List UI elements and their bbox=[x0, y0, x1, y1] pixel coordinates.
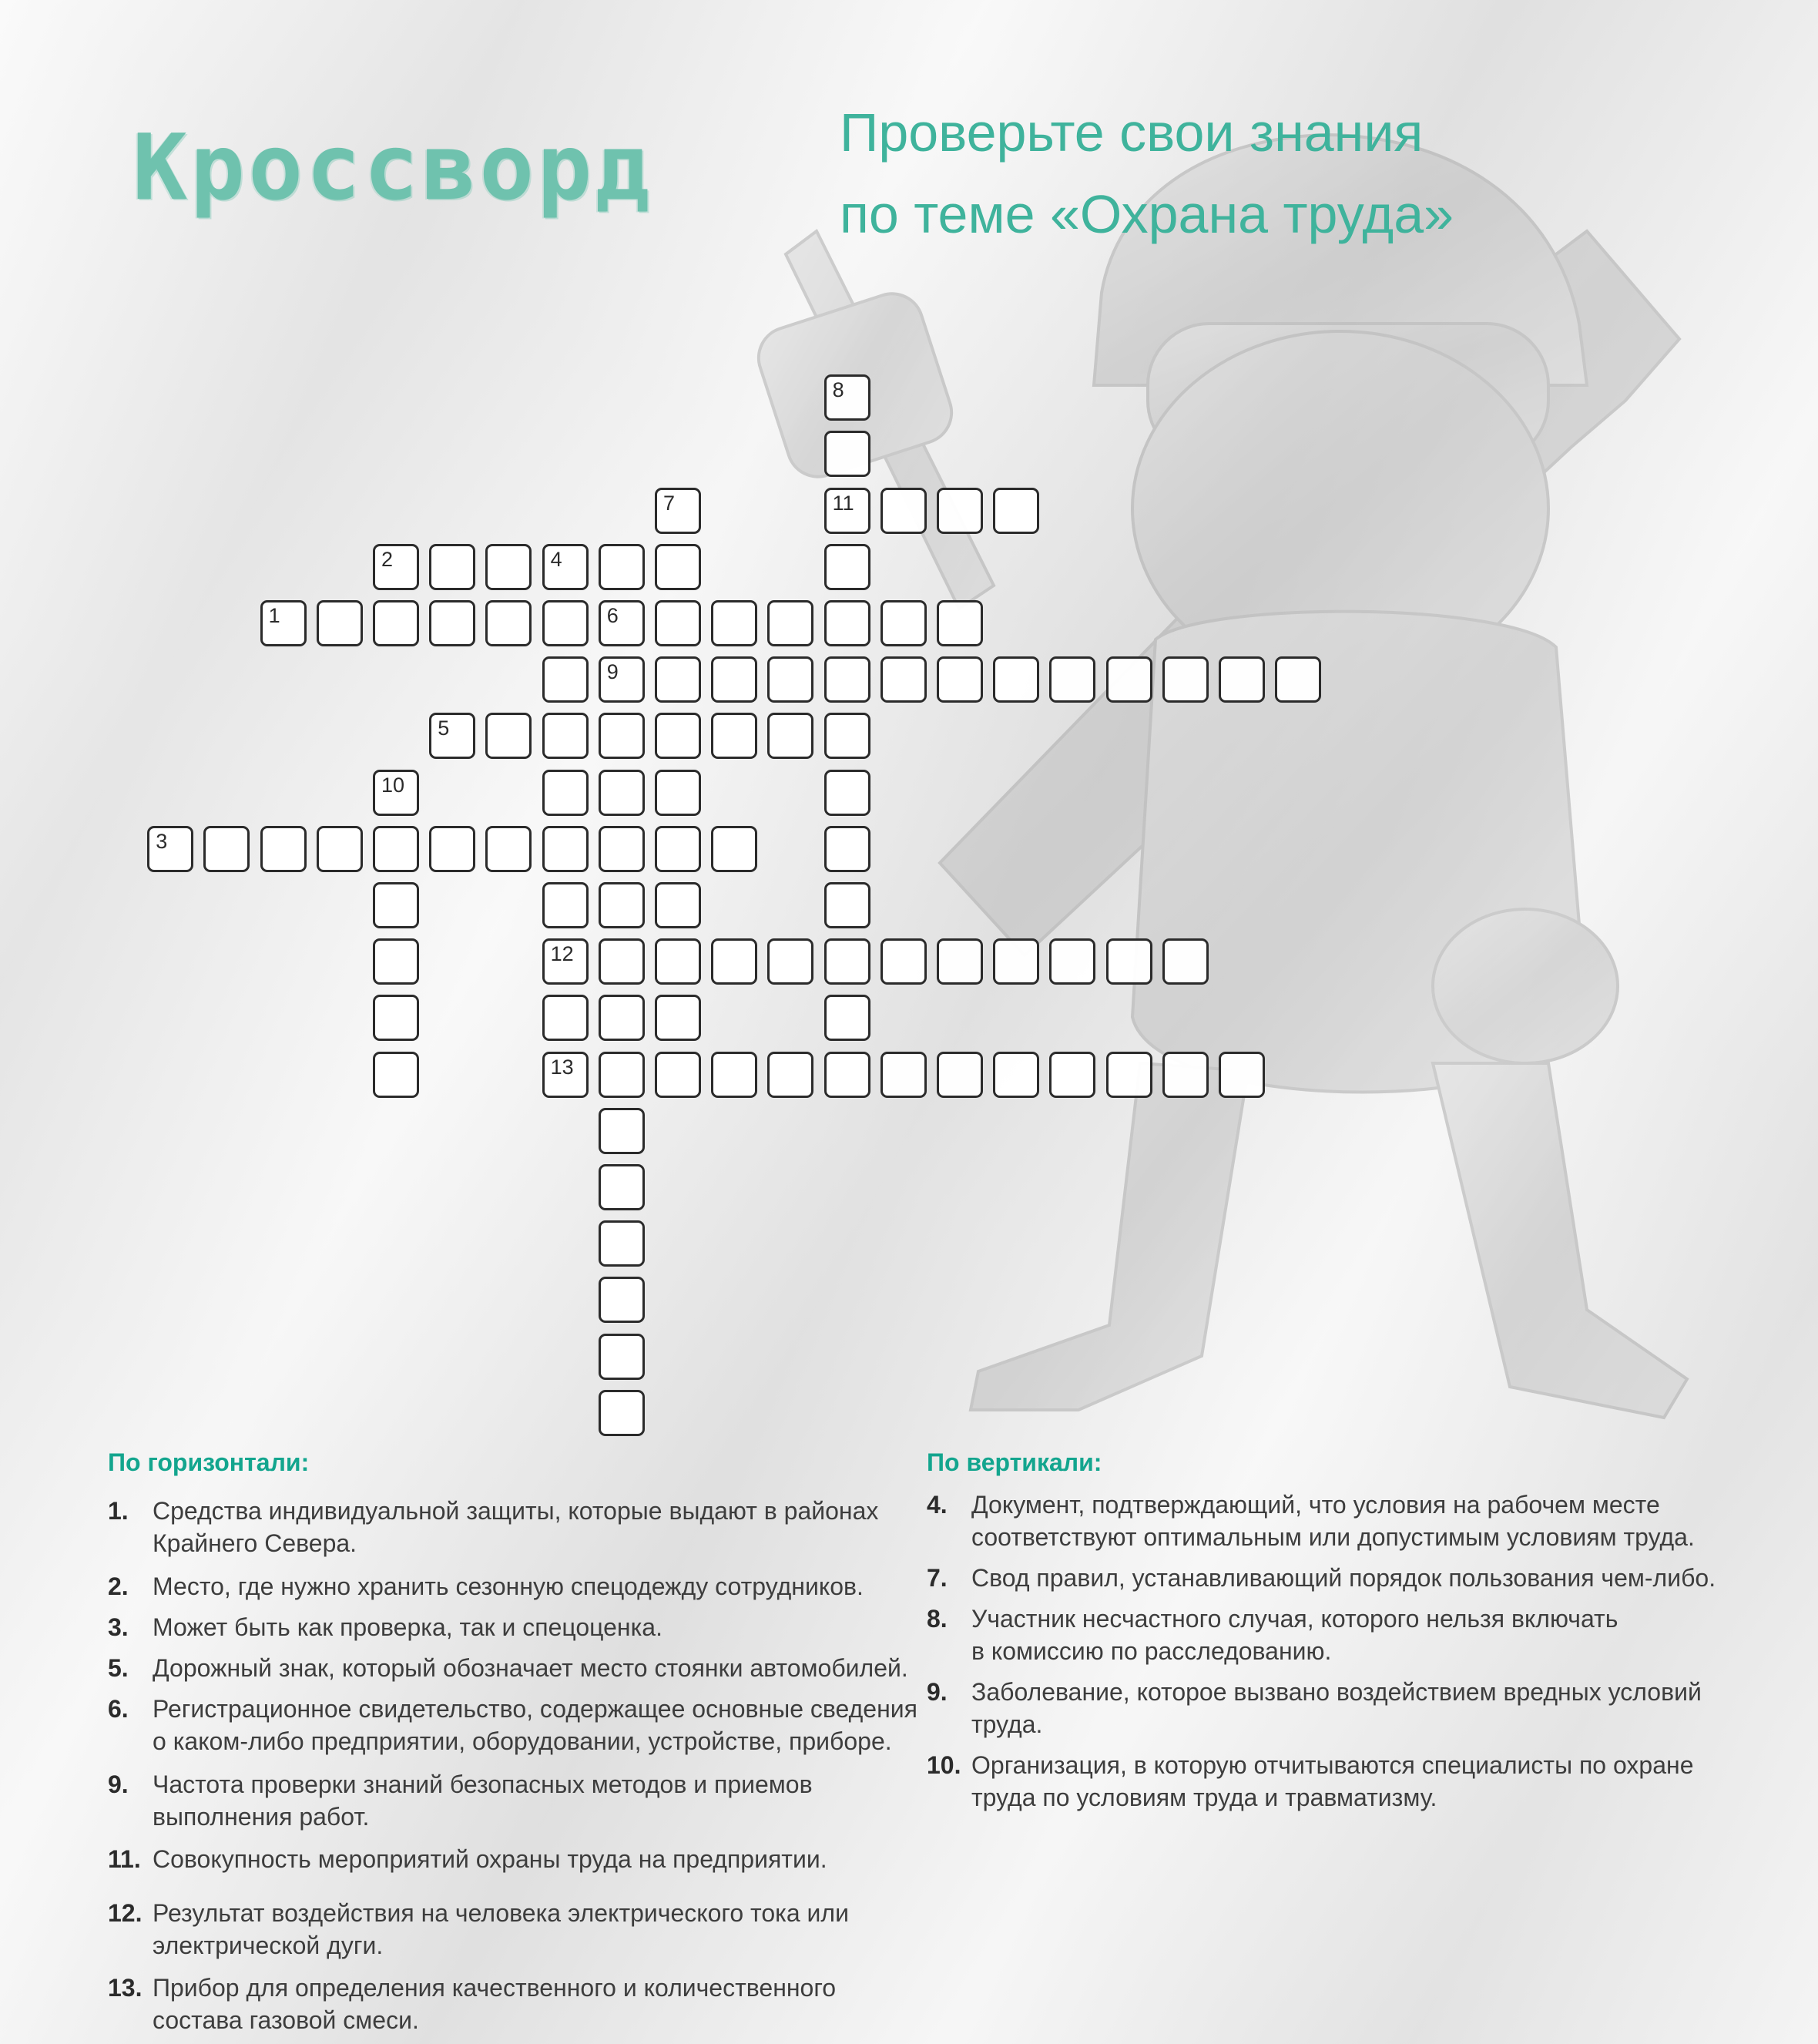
crossword-cell[interactable] bbox=[711, 1052, 757, 1098]
clue-text: Совокупность мероприятий охраны труда на предприятии. bbox=[153, 1845, 827, 1873]
crossword-cell[interactable] bbox=[542, 600, 589, 646]
crossword-cell[interactable] bbox=[542, 770, 589, 816]
crossword-cell[interactable] bbox=[1219, 1052, 1265, 1098]
crossword-cell[interactable] bbox=[767, 1052, 813, 1098]
clue-text: Дорожный знак, который обозначает место стоянки автомобилей. bbox=[153, 1654, 908, 1682]
crossword-cell[interactable] bbox=[655, 995, 701, 1041]
crossword-cell[interactable] bbox=[429, 544, 475, 590]
crossword-cell[interactable] bbox=[1106, 938, 1152, 985]
clue-number: 2. bbox=[108, 1572, 129, 1600]
crossword-cell[interactable] bbox=[655, 1052, 701, 1098]
crossword-cell[interactable] bbox=[1049, 1052, 1095, 1098]
crossword-cell[interactable] bbox=[260, 826, 307, 872]
crossword-cell[interactable] bbox=[767, 938, 813, 985]
clue-text: Свод правил, устанавливающий порядок пользования чем-либо. bbox=[971, 1564, 1716, 1592]
crossword-cell[interactable] bbox=[373, 600, 419, 646]
clue-number: 12. bbox=[108, 1899, 143, 1927]
clue-text: Заболевание, которое вызвано воздействием вредных условий труда. bbox=[971, 1678, 1702, 1738]
cell-number-label: 11 bbox=[832, 491, 854, 515]
crossword-cell[interactable] bbox=[599, 544, 645, 590]
crossword-cell[interactable] bbox=[373, 938, 419, 985]
crossword-cell[interactable] bbox=[1049, 938, 1095, 985]
crossword-cell[interactable] bbox=[880, 938, 927, 985]
crossword-cell[interactable] bbox=[993, 488, 1039, 534]
crossword-cell[interactable] bbox=[880, 600, 927, 646]
across-heading: По горизонтали: bbox=[108, 1448, 310, 1476]
crossword-cell[interactable] bbox=[542, 938, 589, 985]
crossword-cell[interactable] bbox=[711, 938, 757, 985]
crossword-cell[interactable] bbox=[599, 1220, 645, 1267]
crossword-cell[interactable] bbox=[824, 882, 870, 928]
cell-number-label: 2 bbox=[381, 547, 394, 571]
crossword-cell[interactable] bbox=[1219, 656, 1265, 703]
crossword-cell[interactable] bbox=[373, 1052, 419, 1098]
cell-number-label: 9 bbox=[606, 660, 619, 684]
crossword-cell[interactable] bbox=[824, 826, 870, 872]
crossword-cell[interactable] bbox=[880, 488, 927, 534]
crossword-cell[interactable] bbox=[599, 1164, 645, 1210]
crossword-cell[interactable] bbox=[824, 544, 870, 590]
crossword-cell[interactable] bbox=[655, 544, 701, 590]
crossword-cell[interactable] bbox=[880, 1052, 927, 1098]
crossword-cell[interactable] bbox=[937, 656, 983, 703]
cell-number-label: 8 bbox=[832, 378, 844, 402]
crossword-cell[interactable] bbox=[485, 544, 532, 590]
crossword-cell[interactable] bbox=[824, 770, 870, 816]
clue-across-9 bbox=[108, 1768, 861, 1833]
crossword-cell[interactable] bbox=[655, 770, 701, 816]
crossword-cell[interactable] bbox=[824, 713, 870, 759]
crossword-cell[interactable] bbox=[542, 826, 589, 872]
crossword-cell[interactable] bbox=[599, 826, 645, 872]
clue-text: Средства индивидуальной защиты, которые выдают в районах Крайнего Севера. bbox=[153, 1497, 879, 1557]
crossword-cell[interactable] bbox=[317, 600, 363, 646]
crossword-cell[interactable] bbox=[824, 374, 870, 421]
clue-number: 9. bbox=[108, 1770, 129, 1798]
clue-across-11 bbox=[108, 1843, 923, 1875]
cell-number-label: 3 bbox=[156, 829, 168, 853]
cell-number-label: 10 bbox=[381, 773, 405, 797]
clue-down-8 bbox=[927, 1603, 1634, 1667]
cell-number-label: 7 bbox=[663, 491, 676, 515]
crossword-cell[interactable] bbox=[599, 938, 645, 985]
crossword-cell[interactable] bbox=[429, 826, 475, 872]
crossword-cell[interactable] bbox=[824, 600, 870, 646]
crossword-cell[interactable] bbox=[767, 600, 813, 646]
crossword-cell[interactable] bbox=[711, 826, 757, 872]
crossword-cell[interactable] bbox=[655, 656, 701, 703]
clue-number: 6. bbox=[108, 1695, 129, 1723]
crossword-cell[interactable] bbox=[824, 431, 870, 477]
crossword-cell[interactable] bbox=[711, 656, 757, 703]
clue-number: 10. bbox=[927, 1751, 961, 1779]
clue-across-2 bbox=[108, 1570, 923, 1603]
crossword-cell[interactable] bbox=[147, 826, 193, 872]
clue-across-6 bbox=[108, 1693, 931, 1757]
crossword-cell[interactable] bbox=[993, 938, 1039, 985]
crossword-cell[interactable] bbox=[373, 770, 419, 816]
clue-number: 7. bbox=[927, 1564, 948, 1592]
crossword-cell[interactable] bbox=[542, 995, 589, 1041]
crossword-cell[interactable] bbox=[373, 826, 419, 872]
cell-number-label: 1 bbox=[268, 604, 280, 627]
subtitle-line-2: по теме «Охрана труда» bbox=[840, 184, 1454, 244]
clue-text: Регистрационное свидетельство, содержащее основные сведения о каком-либо предприятии, оборудовании, устройстве, приборе. bbox=[153, 1695, 917, 1755]
clue-text: Прибор для определения качественного и количественного состава газовой смеси. bbox=[153, 1974, 837, 2034]
cell-number-label: 6 bbox=[606, 604, 619, 627]
crossword-cell[interactable] bbox=[824, 488, 870, 534]
crossword-cell[interactable] bbox=[542, 713, 589, 759]
clue-across-1 bbox=[108, 1495, 923, 1559]
crossword-cell[interactable] bbox=[599, 1334, 645, 1380]
crossword-cell[interactable] bbox=[317, 826, 363, 872]
clue-down-4 bbox=[927, 1489, 1726, 1553]
crossword-cell[interactable] bbox=[711, 713, 757, 759]
subtitle-line-1: Проверьте свои знания bbox=[840, 102, 1424, 163]
crossword-cell[interactable] bbox=[1162, 656, 1209, 703]
page-title: Кроссворд bbox=[132, 114, 653, 220]
clue-text: Может быть как проверка, так и спецоценка. bbox=[153, 1613, 662, 1641]
crossword-cell[interactable] bbox=[599, 600, 645, 646]
crossword-cell[interactable] bbox=[373, 995, 419, 1041]
crossword-cell[interactable] bbox=[824, 656, 870, 703]
crossword-cell[interactable] bbox=[937, 938, 983, 985]
clue-number: 3. bbox=[108, 1613, 129, 1641]
clue-text: Результат воздействия на человека электрического тока или электрической дуги. bbox=[153, 1899, 849, 1959]
crossword-cell[interactable] bbox=[937, 488, 983, 534]
clue-across-3 bbox=[108, 1611, 923, 1643]
clue-text: Частота проверки знаний безопасных методов и приемов выполнения работ. bbox=[153, 1770, 813, 1831]
clue-text: Место, где нужно хранить сезонную спецодежду сотрудников. bbox=[153, 1572, 864, 1600]
crossword-cell[interactable] bbox=[373, 882, 419, 928]
crossword-cell[interactable] bbox=[542, 882, 589, 928]
crossword-cell[interactable] bbox=[599, 770, 645, 816]
crossword-cell[interactable] bbox=[1106, 656, 1152, 703]
cell-number-label: 5 bbox=[438, 717, 450, 740]
clue-across-5 bbox=[108, 1652, 938, 1684]
crossword-cell[interactable] bbox=[599, 882, 645, 928]
clue-number: 4. bbox=[927, 1491, 948, 1519]
clue-number: 11. bbox=[108, 1845, 141, 1873]
crossword-cell[interactable] bbox=[1106, 1052, 1152, 1098]
crossword-cell[interactable] bbox=[542, 544, 589, 590]
clue-across-13 bbox=[108, 1972, 861, 2036]
cell-number-label: 13 bbox=[550, 1055, 574, 1079]
crossword-cell[interactable] bbox=[203, 826, 250, 872]
cell-number-label: 4 bbox=[550, 547, 562, 571]
crossword-cell[interactable] bbox=[485, 600, 532, 646]
crossword-cell[interactable] bbox=[824, 1052, 870, 1098]
crossword-cell[interactable] bbox=[937, 1052, 983, 1098]
crossword-cell[interactable] bbox=[599, 1052, 645, 1098]
crossword-cell[interactable] bbox=[767, 656, 813, 703]
crossword-cell[interactable] bbox=[485, 713, 532, 759]
clue-down-10 bbox=[927, 1749, 1726, 1814]
down-heading: По вертикали: bbox=[927, 1448, 1102, 1476]
crossword-cell[interactable] bbox=[1162, 1052, 1209, 1098]
crossword-cell[interactable] bbox=[599, 995, 645, 1041]
clue-number: 8. bbox=[927, 1605, 948, 1633]
crossword-cell[interactable] bbox=[993, 656, 1039, 703]
crossword-cell[interactable] bbox=[655, 488, 701, 534]
crossword-cell[interactable] bbox=[655, 826, 701, 872]
clue-down-7 bbox=[927, 1562, 1742, 1594]
clue-number: 13. bbox=[108, 1974, 143, 2002]
clue-number: 1. bbox=[108, 1497, 129, 1525]
crossword-cell[interactable] bbox=[485, 826, 532, 872]
crossword-cell[interactable] bbox=[655, 600, 701, 646]
crossword-cell[interactable] bbox=[655, 882, 701, 928]
cell-number-label: 12 bbox=[550, 942, 574, 966]
crossword-cell[interactable] bbox=[1162, 938, 1209, 985]
crossword-cell[interactable] bbox=[429, 713, 475, 759]
crossword-cell[interactable] bbox=[880, 656, 927, 703]
crossword-cell[interactable] bbox=[655, 938, 701, 985]
crossword-cell[interactable] bbox=[1049, 656, 1095, 703]
crossword-cell[interactable] bbox=[542, 1052, 589, 1098]
crossword-cell[interactable] bbox=[1275, 656, 1321, 703]
crossword-cell[interactable] bbox=[599, 713, 645, 759]
clue-across-12 bbox=[108, 1897, 892, 1962]
crossword-cell[interactable] bbox=[824, 938, 870, 985]
clue-number: 5. bbox=[108, 1654, 129, 1682]
crossword-cell[interactable] bbox=[767, 713, 813, 759]
crossword-cell[interactable] bbox=[655, 713, 701, 759]
crossword-cell[interactable] bbox=[993, 1052, 1039, 1098]
crossword-cell[interactable] bbox=[429, 600, 475, 646]
crossword-cell[interactable] bbox=[599, 1277, 645, 1323]
crossword-cell[interactable] bbox=[542, 656, 589, 703]
crossword-cell[interactable] bbox=[373, 544, 419, 590]
crossword-cell[interactable] bbox=[260, 600, 307, 646]
crossword-cell[interactable] bbox=[599, 1108, 645, 1154]
crossword-cell[interactable] bbox=[599, 1390, 645, 1436]
crossword-cell[interactable] bbox=[599, 656, 645, 703]
clue-text: Документ, подтверждающий, что условия на рабочем месте соответствуют оптимальным или допустимым условиям труда. bbox=[971, 1491, 1695, 1551]
clue-text: Организация, в которую отчитываются специалисты по охране труда по условиям труда и травматизму. bbox=[971, 1751, 1694, 1811]
clue-down-9 bbox=[927, 1676, 1726, 1740]
crossword-cell[interactable] bbox=[937, 600, 983, 646]
crossword-cell[interactable] bbox=[824, 995, 870, 1041]
crossword-cell[interactable] bbox=[711, 600, 757, 646]
clue-text: Участник несчастного случая, которого нельзя включать в комиссию по расследованию. bbox=[971, 1605, 1618, 1665]
clue-number: 9. bbox=[927, 1678, 948, 1706]
